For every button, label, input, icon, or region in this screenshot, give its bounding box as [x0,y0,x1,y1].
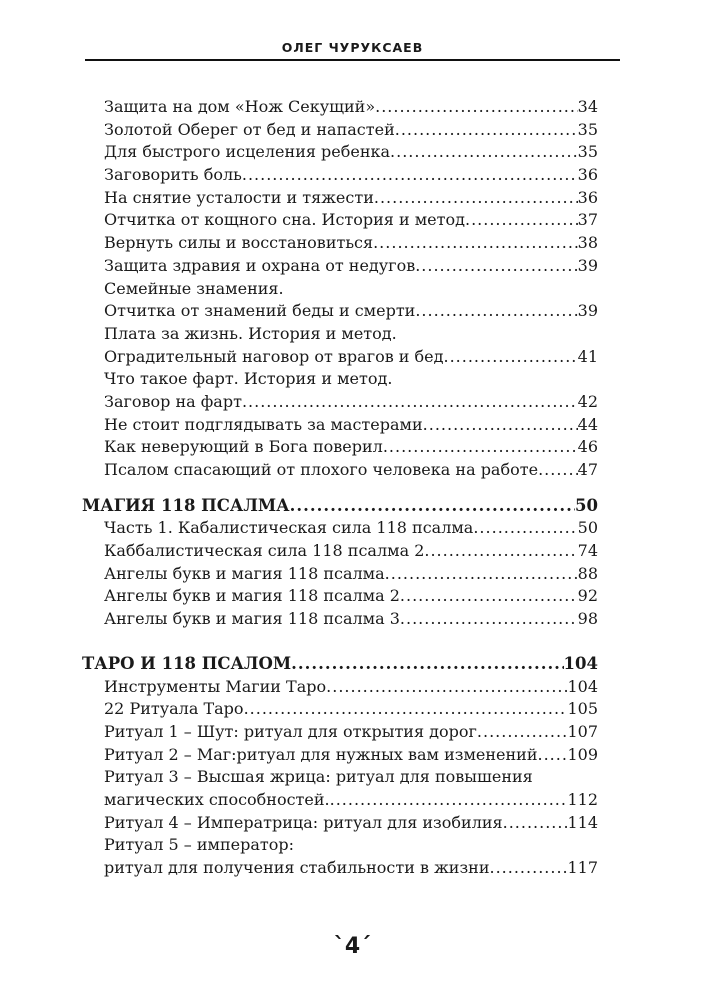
toc-entry-page: 88 [577,563,598,583]
toc-entry-page: 39 [577,301,598,321]
toc-entry[interactable] [82,585,598,608]
table-of-contents [82,96,598,880]
toc-entry[interactable] [82,812,598,835]
toc-section-heading[interactable] [82,653,598,676]
toc-entry-page: 74 [577,541,598,561]
dot-leader [385,563,578,586]
toc-entry-title: магических способностей. [104,789,330,809]
toc-entry-title: Как неверующий в Бога поверил [104,437,383,457]
dot-leader [330,789,568,812]
toc-entry[interactable] [82,789,598,812]
toc-entry-title: Ритуал 3 – Высшая жрица: ритуал для повышения [104,767,533,787]
dot-leader [423,414,578,437]
toc-entry-title: Псалом спасающий от плохого человека на работе [104,460,539,479]
toc-entry-title: Ритуал 2 – Маг:ритуал для нужных вам изменений [104,744,538,764]
dot-leader [242,164,578,187]
toc-entry-page: 42 [577,391,598,411]
dot-leader [290,495,575,518]
toc-entry[interactable] [82,517,598,540]
toc-entry[interactable] [82,278,598,301]
toc-entry[interactable] [82,436,598,459]
dot-leader [242,391,578,414]
toc-entry[interactable] [82,857,598,880]
toc-entry[interactable] [82,391,598,414]
toc-entry[interactable] [82,834,598,857]
dot-leader [390,141,578,164]
toc-entry-title: Защита здравия и охрана от недугов [104,255,416,275]
toc-entry-title: Заговор на фарт [104,391,242,411]
toc-entry-title: Инструменты Магии Таро [104,676,327,696]
toc-entry-page: 46 [577,437,598,457]
toc-entry-title: Ритуал 1 – Шут: ритуал для открытия дорог [104,721,477,741]
dot-leader [503,812,568,835]
dot-leader [383,436,578,459]
toc-entry-page: 107 [567,721,598,741]
toc-entry[interactable] [82,766,598,789]
toc-entry-title: Оградительный наговор от врагов и бед [104,346,444,366]
toc-section-heading[interactable] [82,495,598,518]
toc-entry-page: 34 [577,97,598,116]
dot-leader [473,517,577,540]
dot-leader [465,209,578,232]
toc-entry-page: 112 [567,789,598,809]
toc-entry-title: 22 Ритуала Таро [104,699,244,719]
toc-entry[interactable] [82,141,598,164]
toc-entry-page: 38 [577,233,598,253]
toc-entry-page: 50 [575,495,598,515]
toc-entry-page: 105 [567,699,598,719]
dot-leader [424,540,577,563]
toc-entry[interactable] [82,721,598,744]
toc-entry-title: Золотой Оберег от бед и напастей [104,119,395,139]
toc-entry[interactable] [82,209,598,232]
toc-entry-title: Плата за жизнь. История и метод. [104,323,397,343]
toc-entry-title: Ритуал 5 – император: [104,835,294,855]
toc-entry[interactable] [82,255,598,278]
toc-entry-page: 36 [577,187,598,207]
toc-entry-page: 44 [577,414,598,434]
toc-entry-page: 47 [577,460,598,479]
toc-entry-title: Заговорить боль [104,165,242,185]
toc-entry[interactable] [82,698,598,721]
toc-entry-title: Отчитка от кощного сна. История и метод [104,210,465,230]
toc-entry[interactable] [82,346,598,369]
toc-entry-title: Ритуал 4 – Императрица: ритуал для изобилия [104,812,503,832]
toc-entry-title: Ангелы букв и магия 118 псалма [104,563,385,583]
dot-leader [244,698,568,721]
toc-entry[interactable] [82,459,598,482]
toc-entry-page: 39 [577,255,598,275]
toc-entry-title: Что такое фарт. История и метод. [104,369,393,389]
page-number: `4´ [333,934,372,959]
dot-leader [538,459,578,482]
toc-entry-page: 35 [577,119,598,139]
toc-entry-title: Ангелы букв и магия 118 псалма 3 [104,609,400,629]
dot-leader [374,187,578,210]
toc-entry[interactable] [82,232,598,255]
dot-leader [538,744,568,767]
toc-entry-title: Отчитка от знамений беды и смерти [104,301,416,321]
toc-entry[interactable] [82,368,598,391]
dot-leader [400,608,578,631]
dot-leader [415,255,577,278]
toc-entry-page: 92 [577,586,598,606]
toc-entry-page: 104 [567,676,598,696]
dot-leader [395,119,578,142]
dot-leader [375,96,578,119]
toc-entry-page: 98 [577,609,598,629]
dot-leader [477,721,568,744]
toc-entry-title: На снятие усталости и тяжести [104,187,374,207]
toc-entry-title: Не стоит подглядывать за мастерами [104,414,423,434]
dot-leader [415,300,577,323]
toc-entry[interactable] [82,608,598,631]
toc-entry-page: 104 [563,653,598,673]
toc-entry-title: Вернуть силы и восстановиться [104,233,374,253]
toc-entry-title: Защита на дом «Нож Секущий» [104,97,376,116]
toc-entry[interactable] [82,676,598,699]
toc-entry-page: 50 [577,518,598,538]
toc-entry[interactable] [82,300,598,323]
toc-entry[interactable] [82,323,598,346]
toc-entry[interactable] [82,563,598,586]
dot-leader [291,653,563,676]
toc-entry[interactable] [82,540,598,563]
running-header-author: ОЛЕГ ЧУРУКСАЕВ [281,40,424,55]
toc-entry-page: 117 [567,858,598,877]
toc-entry-page: 41 [577,346,598,366]
toc-entry-page: 35 [577,142,598,162]
toc-entry-page: 36 [577,165,598,185]
toc-entry[interactable] [82,164,598,187]
toc-entry-title: Часть 1. Кабалистическая сила 118 псалма [104,518,474,538]
toc-entry-page: 37 [577,210,598,230]
dot-leader [444,346,578,369]
dot-leader [490,857,568,880]
dot-leader [373,232,578,255]
dot-leader [326,676,567,699]
toc-entry-title: Каббалистическая сила 118 псалма 2 [104,541,425,561]
toc-entry-page: 114 [567,812,598,832]
dot-leader [400,585,578,608]
toc-entry[interactable] [82,414,598,437]
toc-entry-title: Для быстрого исцеления ребенка [104,142,391,162]
toc-entry-title: ТАРО И 118 ПСАЛОМ [82,653,292,673]
toc-entry[interactable] [82,96,598,119]
toc-entry[interactable] [82,187,598,210]
toc-entry[interactable] [82,744,598,767]
toc-entry-title: Семейные знамения. [104,278,284,298]
toc-entry-title: МАГИЯ 118 ПСАЛМА [82,495,290,515]
toc-entry-title: Ангелы букв и магия 118 псалма 2 [104,586,400,606]
header-rule [85,59,620,61]
toc-entry[interactable] [82,119,598,142]
toc-entry-page: 109 [567,744,598,764]
toc-entry-title: ритуал для получения стабильности в жизни [104,858,490,877]
